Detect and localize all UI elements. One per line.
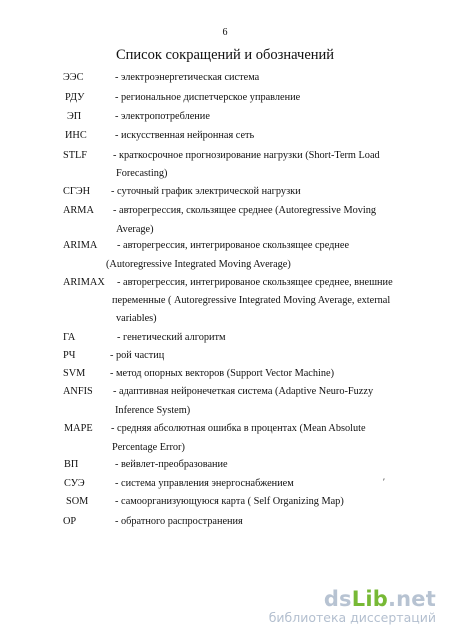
abbreviation-definition: - система управления энергоснабжением (115, 478, 294, 489)
watermark-tagline: библиотека диссертаций (268, 610, 436, 625)
abbreviation-definition: - генетический алгоритм (117, 332, 226, 343)
abbreviation-definition: - рой частиц (110, 350, 165, 361)
abbreviation-term: ANFIS (63, 386, 93, 397)
stray-mark: ′ (383, 477, 385, 487)
abbreviation-definition-continued: Average) (116, 224, 154, 235)
abbreviation-term: ARIMA (63, 240, 98, 251)
abbreviation-definition: - авторегрессия, скользящее среднее (Autoregressive Moving (113, 205, 377, 216)
abbreviation-term: СУЭ (64, 478, 85, 489)
abbreviation-definition-continued: Forecasting) (116, 168, 168, 179)
abbreviation-definition: - искусственная нейронная сеть (115, 130, 255, 141)
abbreviation-term: ЭЭС (63, 72, 84, 83)
abbreviation-term: РЧ (63, 350, 76, 361)
abbreviation-definition: - электропотребление (115, 111, 210, 122)
abbreviation-term: ОР (63, 516, 77, 527)
abbreviation-definition: - обратного распространения (115, 516, 243, 527)
abbreviation-definition: - региональное диспетчерское управление (115, 92, 301, 103)
dslib-watermark (269, 588, 436, 625)
abbreviation-definition: - авторегрессия, интегрированое скользящее среднее, внешние (117, 277, 393, 288)
watermark-logo-ds: ds (323, 587, 352, 611)
abbreviation-definition: - вейвлет-преобразование (115, 459, 228, 470)
watermark-logo (269, 588, 436, 610)
page-title: Список сокращений и обозначений (115, 47, 335, 63)
watermark-logo-lib: Lib (351, 587, 388, 611)
abbreviation-definition-continued: Inference System) (115, 405, 191, 416)
abbreviation-definition: - авторегрессия, интегрированое скользящее среднее (117, 240, 350, 251)
abbreviation-definition: - метод опорных векторов (Support Vector Machine) (110, 368, 335, 379)
abbreviation-term: ВП (64, 459, 79, 470)
abbreviation-definition: - адаптивная нейронечеткая система (Adaptive Neuro-Fuzzy (113, 386, 374, 397)
watermark-logo-net: .net (387, 587, 436, 611)
abbreviation-definition: - самоорганизующуюся карта ( Self Organizing Map) (115, 496, 344, 507)
abbreviation-definition-continued: Percentage Error) (112, 442, 185, 453)
abbreviation-definition: - средняя абсолютная ошибка в процентах (Mean Absolute (111, 423, 366, 434)
page-number: 6 (222, 27, 228, 38)
abbreviation-term: ИНС (65, 130, 87, 141)
abbreviation-term: СГЭН (63, 186, 91, 197)
abbreviation-definition: - краткосрочное прогнозирование нагрузки (Short-Term Load (113, 150, 380, 161)
abbreviation-term: ARIMAX (63, 277, 105, 288)
abbreviation-term: ARMA (63, 205, 94, 216)
abbreviation-definition-continued: переменные ( Autoregressive Integrated Moving Average, external (112, 295, 391, 306)
abbreviation-definition: - суточный график электрической нагрузки (111, 186, 301, 197)
abbreviation-definition-continued: variables) (116, 313, 157, 324)
abbreviation-definition: - электроэнергетическая система (115, 72, 260, 83)
abbreviation-term: SVM (63, 368, 86, 379)
abbreviation-definition-continued: (Autoregressive Integrated Moving Average) (106, 259, 291, 270)
abbreviation-term: SOM (66, 496, 89, 507)
abbreviation-term: ГА (63, 332, 76, 343)
abbreviation-term: ЭП (67, 111, 82, 122)
abbreviation-term: РДУ (65, 92, 85, 103)
abbreviation-term: MAPE (64, 423, 93, 434)
abbreviation-term: STLF (63, 150, 88, 161)
